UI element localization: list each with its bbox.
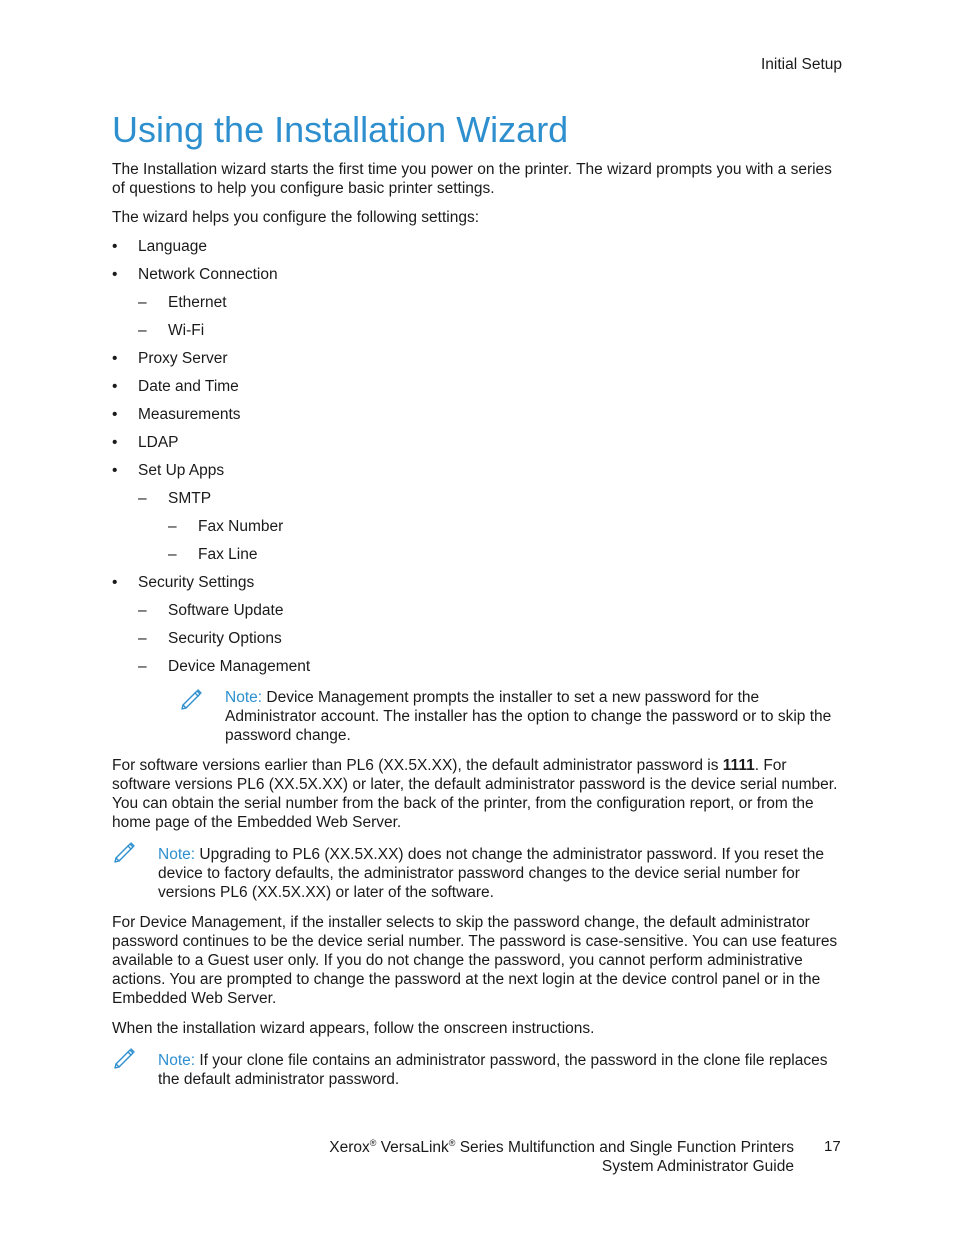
list-item bbox=[112, 237, 847, 265]
footer-series: Series Multifunction and Single Function Printers bbox=[459, 1139, 794, 1156]
list-item-text: Security Options bbox=[168, 630, 282, 647]
list-item bbox=[112, 489, 847, 517]
note-text: If your clone file contains an administrator password, the password in the clone file replaces the default administrator password. bbox=[158, 1052, 828, 1088]
bullet-mark: – bbox=[138, 294, 147, 311]
bullet-mark: • bbox=[112, 238, 118, 255]
pencil-icon bbox=[179, 686, 205, 717]
list-item bbox=[112, 657, 847, 685]
password-text-before: For software versions earlier than PL6 (XX.5X.XX), the default administrator password is bbox=[112, 757, 723, 774]
bullet-mark: • bbox=[112, 462, 118, 479]
bullet-mark: – bbox=[138, 322, 147, 339]
page-title: Using the Installation Wizard bbox=[112, 109, 569, 150]
page-number: 17 bbox=[824, 1138, 841, 1155]
list-item-text: Wi-Fi bbox=[168, 322, 205, 339]
footer-product: VersaLink bbox=[380, 1139, 449, 1156]
list-item-text: Measurements bbox=[138, 406, 241, 423]
bullet-mark: – bbox=[168, 546, 177, 563]
bullet-mark: – bbox=[168, 518, 177, 535]
settings-list bbox=[112, 237, 847, 685]
footer-title bbox=[329, 1138, 794, 1176]
note-text: Upgrading to PL6 (XX.5X.XX) does not change the administrator password. If you reset the device to factory defaults, the administrator password changes to the device serial number for versions PL6 (XX.5X.XX) or later of the software. bbox=[158, 846, 825, 901]
list-item-text: Language bbox=[138, 238, 207, 255]
settings-lead-in: The wizard helps you configure the following settings: bbox=[112, 209, 480, 226]
list-item bbox=[112, 629, 847, 657]
bullet-mark: • bbox=[112, 266, 118, 283]
list-item-text: LDAP bbox=[138, 434, 179, 451]
device-management-paragraph: For Device Management, if the installer selects to skip the password change, the default administrator password continues to be the device serial number. The password is case-sensitive. You can use features available to a Guest user only. If you do not change the password, you cannot perform administrative actions. You are prompted to change the password at the next login at the device control panel or in the Embedded Web Server. bbox=[112, 914, 838, 1007]
list-item bbox=[112, 265, 847, 293]
registered-mark: ® bbox=[448, 1137, 456, 1148]
bullet-mark: – bbox=[138, 490, 147, 507]
bullet-mark: • bbox=[112, 378, 118, 395]
bullet-mark: • bbox=[112, 574, 118, 591]
pencil-icon bbox=[112, 839, 138, 870]
list-item bbox=[112, 433, 847, 461]
list-item bbox=[112, 405, 847, 433]
list-item-text: Ethernet bbox=[168, 294, 227, 311]
footer-line-2: System Administrator Guide bbox=[601, 1158, 794, 1175]
list-item bbox=[112, 573, 847, 601]
note-label: Note: bbox=[225, 689, 263, 706]
main-content bbox=[112, 160, 847, 1100]
list-item-text: Fax Line bbox=[198, 546, 258, 563]
note-label: Note: bbox=[158, 1052, 196, 1069]
password-paragraph bbox=[112, 756, 847, 832]
list-item-text: Fax Number bbox=[198, 518, 284, 535]
list-item-text: Network Connection bbox=[138, 266, 278, 283]
bullet-mark: • bbox=[112, 350, 118, 367]
note-text: Device Management prompts the installer to set a new password for the Administrator account. The installer has the option to change the password or to skip the password change. bbox=[225, 689, 832, 744]
list-item bbox=[112, 293, 847, 321]
intro-paragraph: The Installation wizard starts the first time you power on the printer. The wizard prompts you with a series of questions to help you configure basic printer settings. bbox=[112, 161, 832, 197]
list-item bbox=[112, 349, 847, 377]
bullet-mark: • bbox=[112, 406, 118, 423]
list-item-text: Set Up Apps bbox=[138, 462, 225, 479]
pencil-icon bbox=[112, 1045, 138, 1076]
footer-brand: Xerox bbox=[329, 1139, 370, 1156]
footer-line-1 bbox=[329, 1138, 794, 1157]
list-item bbox=[112, 601, 847, 629]
bullet-mark: – bbox=[138, 602, 147, 619]
default-password: 1111 bbox=[722, 757, 755, 774]
list-item-text: Proxy Server bbox=[138, 350, 228, 367]
bullet-mark: – bbox=[138, 630, 147, 647]
list-item-text: Security Settings bbox=[138, 574, 255, 591]
registered-mark: ® bbox=[369, 1137, 377, 1148]
list-item bbox=[112, 377, 847, 405]
list-item-text: Date and Time bbox=[138, 378, 239, 395]
note-device-management bbox=[225, 688, 847, 745]
list-item-text: Device Management bbox=[168, 658, 311, 675]
bullet-mark: • bbox=[112, 434, 118, 451]
note-upgrade bbox=[158, 845, 847, 902]
bullet-mark: – bbox=[138, 658, 147, 675]
note-clone bbox=[158, 1051, 847, 1089]
note-label: Note: bbox=[158, 846, 196, 863]
running-header: Initial Setup bbox=[761, 56, 842, 73]
password-text-after: . For software versions PL6 (XX.5X.XX) or later, the default administrator password is the device serial number. You can obtain the serial number from the back of the printer, from the configuration report, or from the home page of the Embedded Web Server. bbox=[112, 757, 838, 831]
list-item-text: Software Update bbox=[168, 602, 284, 619]
follow-instructions-paragraph: When the installation wizard appears, follow the onscreen instructions. bbox=[112, 1020, 595, 1037]
list-item-text: SMTP bbox=[168, 490, 212, 507]
list-item bbox=[112, 517, 847, 545]
list-item bbox=[112, 545, 847, 573]
list-item bbox=[112, 461, 847, 489]
list-item bbox=[112, 321, 847, 349]
